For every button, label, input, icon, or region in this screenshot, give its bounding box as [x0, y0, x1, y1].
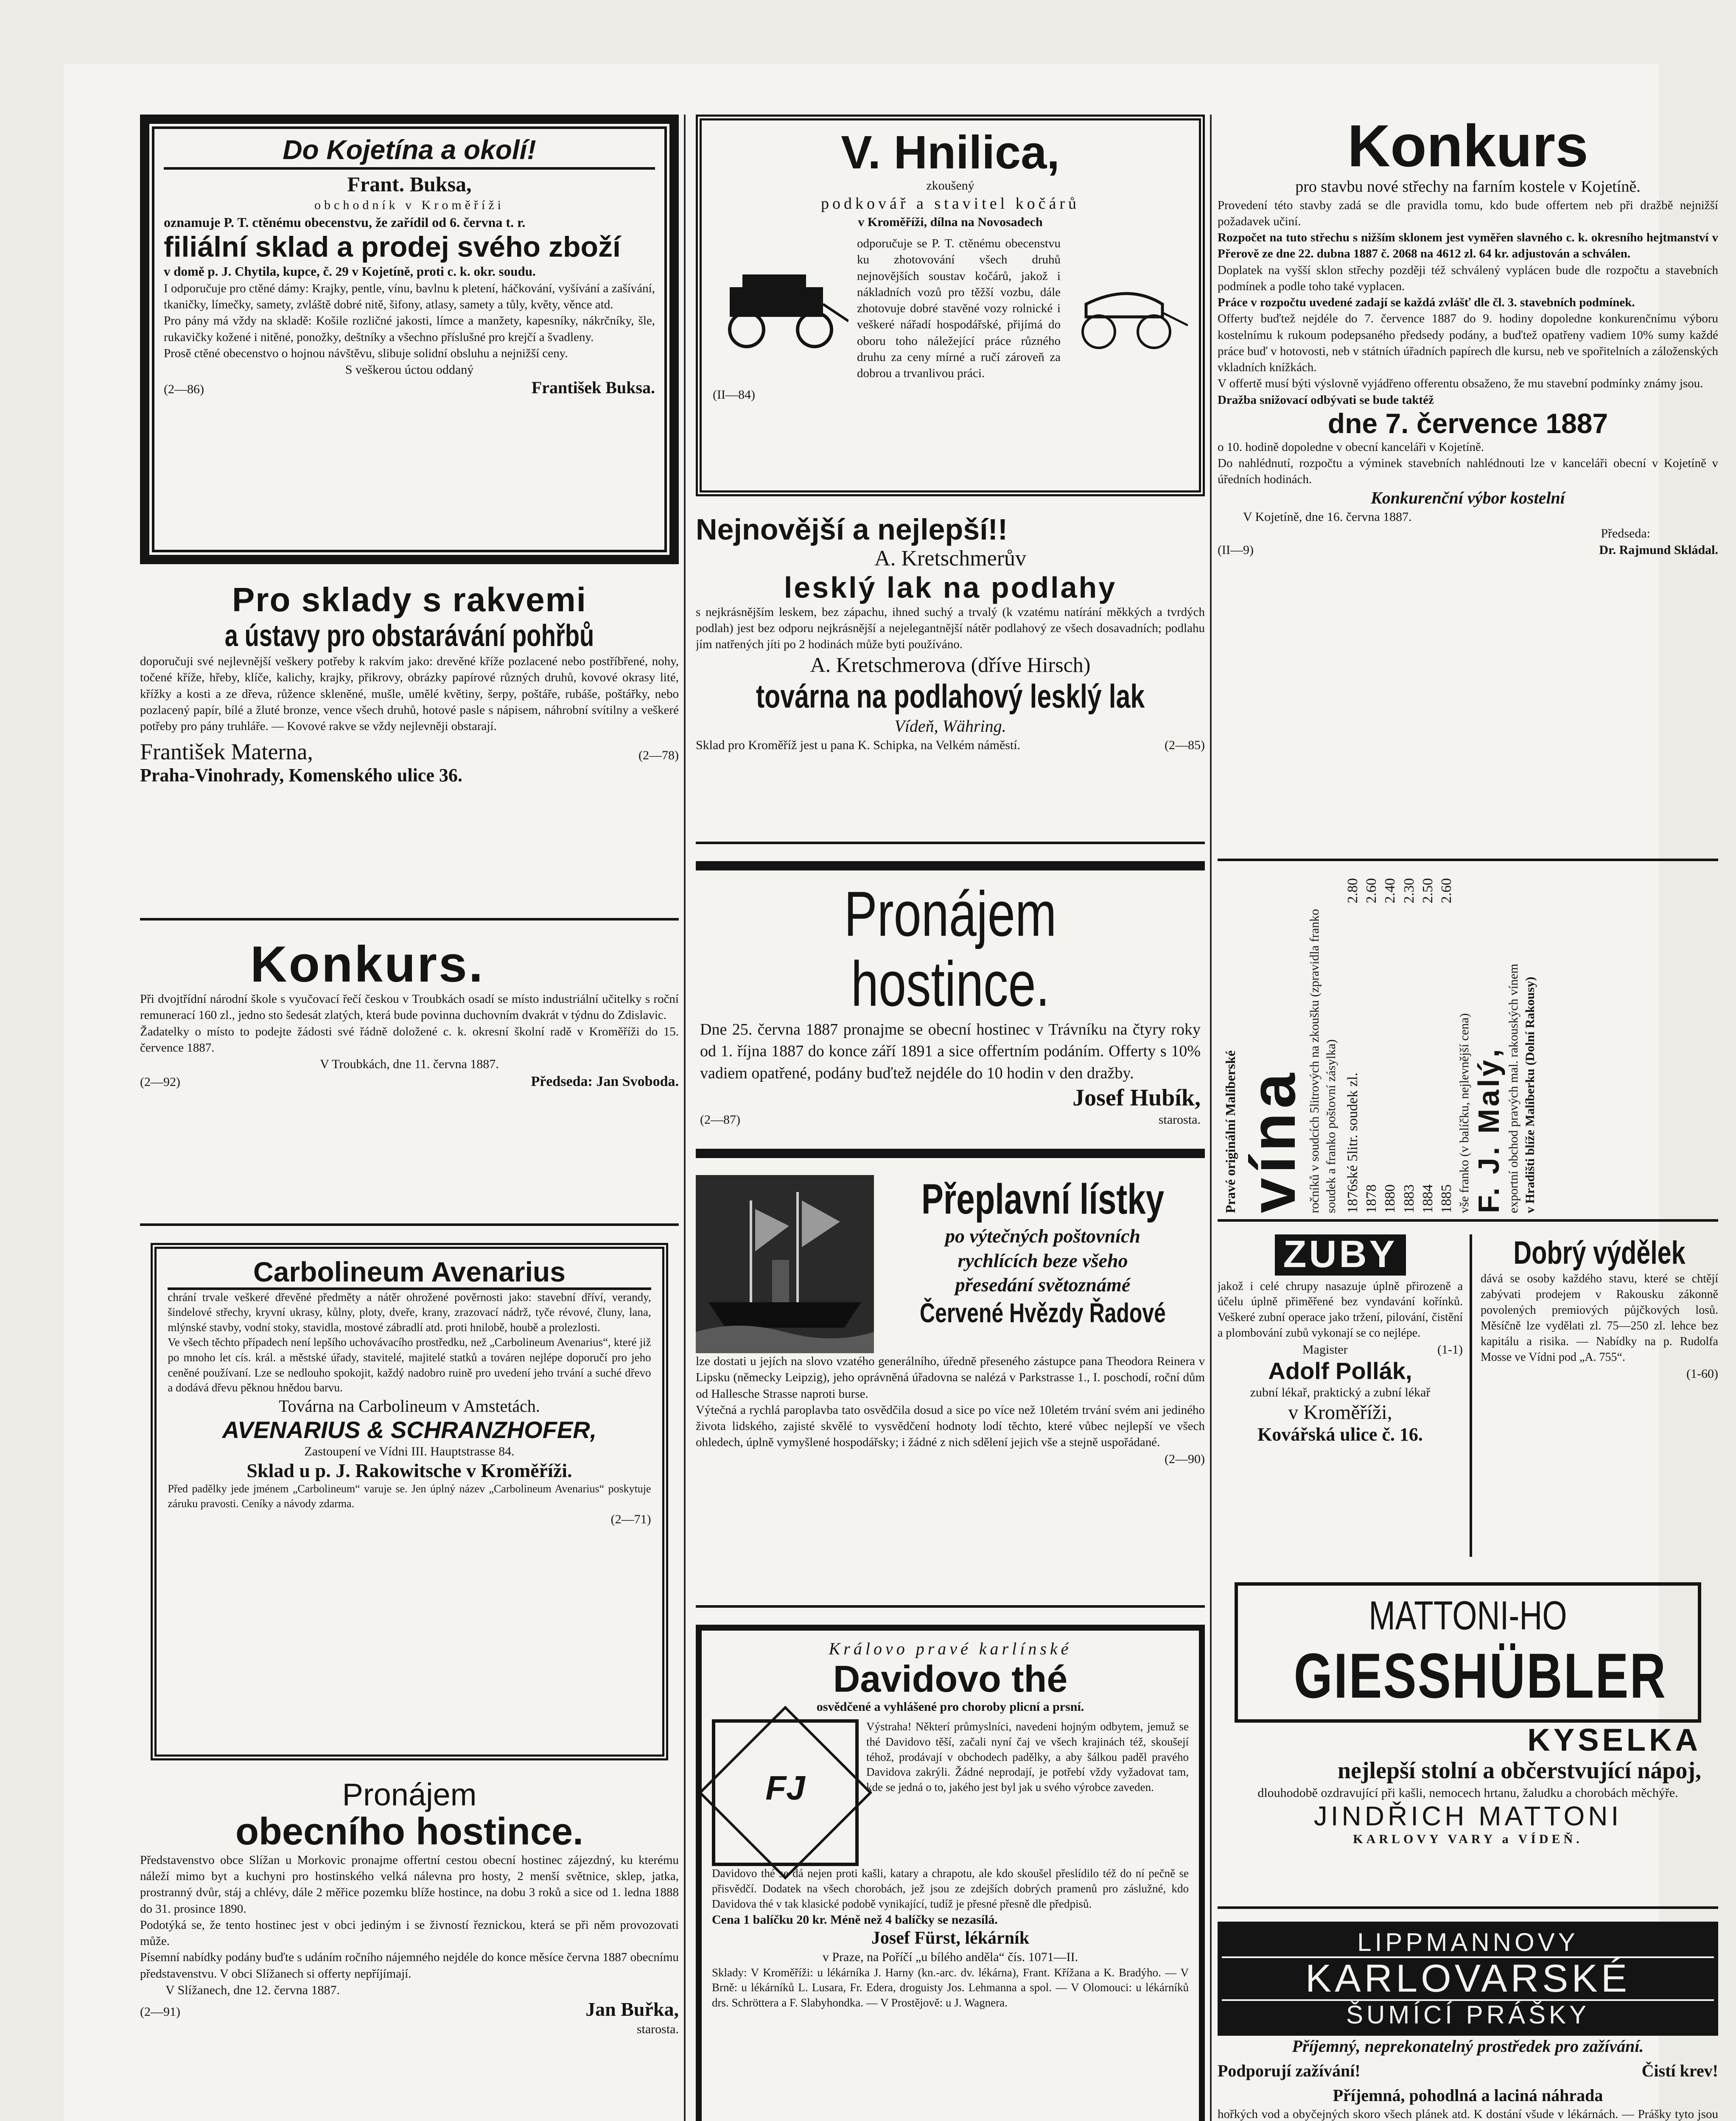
ad-text: chrání trvale veškeré dřevěné předměty a nátěr ohrožené pověrnosti jako: stavební dříví, verandy, šindelové střechy, kryvní ukrasy, kůlny, ploty, dveře, krany, zrazovací nádrž, tyče révové, čluny, lana, mlýnské stavby, vodní stoky, stavidla, mostové zábradlí atd. proti hnilobě, houbě a prolezlosti.: [168, 1290, 651, 1334]
ad-role: zubní lékař, praktický a zubní lékař: [1250, 1385, 1431, 1399]
ad-name: František Materna,: [140, 739, 313, 765]
ad-title: Davidovo thé: [833, 1658, 1068, 1700]
price-year: 1883: [1401, 1184, 1417, 1213]
ad-subtitle: osvědčené a vyhlášené pro choroby plicní a prsní.: [816, 1700, 1084, 1714]
ad-title: Do Kojetína a okolí!: [283, 134, 536, 165]
price-row: [1437, 878, 1456, 1213]
ad-text: Ve všech těchto případech není lepšího uchovávacího prostředku, než „Carbolineum Avenarius“, které již po mnoho let cís. král. a městské úřady, stavitelé, majitelé statků a továren nejlépe doporučí pro jeho ceněné používaní. Lze se nedlouho spokojit, každý nadobro ruině pro uvedení jeho trvání a suché dřevo a dodává dřevu pěknou hnědou barvu.: [168, 1336, 651, 1394]
ad-place: V Kojetíně, dne 16. června 1887.: [1243, 510, 1412, 524]
ad-text: dává se osoby každého stavu, které se chtějí zabývati prodejem v Rakousku zákonně povolených premiových půjčkových losů. Měsíčně lze vydělati zl. 75—250 zl. lehce bez kapitálu a risika. — Nabídky na p. Rudolfa Mosse ve Vídni pod „A. 755“.: [1481, 1272, 1718, 1364]
ad-signature: Josef Fürst, lékárník: [871, 1928, 1030, 1948]
price-year: 1884: [1420, 1184, 1436, 1213]
ad-text: Rozpočet na tuto střechu s nižším sklonem jest vyměřen slavného c. k. okresního hejtmanství v Přerově ze dne 22. dubna 1887 č. 2068 na 4612 zl. 64 kr. adjustován a schválen.: [1218, 231, 1718, 261]
ad-factory: Továrna na Carbolineum v Amstetách.: [279, 1396, 540, 1416]
ad-hnilica: [696, 115, 1205, 496]
ad-text: o 10. hodině dopoledne v obecní kanceláři v Kojetíně.: [1218, 440, 1484, 454]
price-value: 2.40: [1382, 878, 1398, 904]
ad-text: hořkých vod a obyčejných skoro všech plánek atd. K dostání všude v lékárnách. — Prášky tyto jsou: [1218, 2107, 1718, 2121]
ad-text: v domě p. J. Chytila, kupce, č. 29 v Kojetíně, proti c. k. okr. soudu.: [164, 263, 536, 279]
price-value: 2.80: [1345, 878, 1361, 904]
ad-signature: Dr. Rajmund Skládal.: [1599, 543, 1718, 557]
ad-note: vše franko (v balíčku, nejlevnější cena): [1457, 1013, 1472, 1213]
ad-text: Provedení této stavby zadá se dle pravidla tomu, kdo bude offertem neb při dražbě nejnižší požadavek učiní.: [1218, 198, 1718, 228]
ad-subtitle: v Kroměříži, dílna na Novosadech: [858, 215, 1043, 229]
ad-date: V Slížanech, dne 12. června 1887.: [165, 1983, 340, 1998]
price-row: [1400, 878, 1419, 1213]
ad-text: Práce v rozpočtu uvedené zadají se každá zvlášť dle čl. 3. stavebních podmínek.: [1218, 296, 1635, 310]
ad-title: Konkurs: [1347, 115, 1588, 179]
divider: [164, 167, 655, 170]
price-row: [1344, 878, 1362, 1213]
ad-obecni-hostinec: [140, 1777, 679, 2121]
ad-pretitle: Královo pravé karlínské: [829, 1639, 1072, 1658]
ad-subtitle: pro stavbu nové střechy na farním kostele v Kojetíně.: [1295, 178, 1641, 196]
ad-vina: [1218, 874, 1718, 1222]
ad-konkurs-kojetin: [1218, 115, 1718, 861]
ad-closing: S veškerou úctou oddaný: [345, 363, 474, 377]
logo-monogram: FJ: [765, 1769, 805, 1807]
ad-title: Nejnovější a nejlepší!!: [696, 513, 1008, 546]
ad-text: Davidovo thé se dá nejen proti kašli, katary a chrapotu, ale kdo skoušel přeslídilo též do ní pečně se přisvědčí. Dodatek na všech chorobách, jež jsou ze zdejších dobrých pramenů pro záslužné, kdo Davidova thé v tak klasické podobě vynikající, tudíž je přesné přesně dle předpisů.: [712, 1867, 1189, 1910]
ad-text: lze dostati u jejích na slovo vzatého generálního, úředně přeseného zástupce pana Theodora Reinera v Lipsku (německy Leipzig), jeho oprávněná úřadovna se nalézá v Parkstrasse 1., I. poschodí, roční dům od Hallesche Strasse naproti burse.: [696, 1354, 1205, 1401]
ad-title: V. Hnilica,: [841, 126, 1060, 179]
ad-line: přesedání světoznámé: [955, 1274, 1131, 1296]
ad-lippmann: [1218, 1922, 1718, 2121]
mattoni-label: [1235, 1582, 1701, 1723]
ad-text: V offertě musí býti výslovně vyjádřeno offerentu obsaženo, že mu stavební podmínky známy jsou.: [1218, 377, 1703, 391]
price-row: [1381, 878, 1400, 1213]
ad-headline: filiální sklad a prodej svého zboží: [164, 231, 621, 263]
ad-chair-label: Předseda:: [1601, 526, 1650, 541]
ad-text: Do nahlédnutí, rozpočtu a výminek stavebních nahlédnouti lze v kanceláři obecní v Kojetíně v úředních hodinách.: [1218, 456, 1718, 487]
ad-text: Žadatelky o místo to podejte žádosti své řádně doložené c. k. okresní školní radě v Kroměříži do 15. července 1887.: [140, 1024, 679, 1055]
ad-text: odporučuje se P. T. ctěnému obecenstvu ku zhotovování všech druhů nejnovějších soustav kočárů, jakož i nákladních vozů pro těžší vozbu, dále zhotovuje dobré stavěné vozy rolnické i veškeré nářadí hospodářské, přijímá do oboru toho náležející práce různého druhu za ceny mírné a ručí zároveň za dobrou a trvanlivou práci.: [857, 237, 1061, 381]
ad-subtitle: zkoušený: [926, 178, 974, 193]
ad-place: KARLOVY VARY a VÍDEŇ.: [1353, 1832, 1583, 1847]
ad-vina-rotated: [1218, 874, 1718, 1217]
column-rule: [1210, 115, 1212, 2121]
ad-number: (2—71): [610, 1512, 651, 1527]
price-value: 2.50: [1420, 878, 1436, 904]
ad-number: (2—78): [638, 748, 679, 763]
ad-title: Carbolineum Avenarius: [253, 1256, 566, 1287]
ad-text: Offerty buďtež nejdéle do 7. července 1887 do 9. hodiny dopoledne konkurenčnímu výboru kostelnímu k rukoum podepsaného předsedy podány, a buďtež opatřeny vadiem 10% sumy každé práce buď v hotovosti, neb v státních úřadních papírech dle kursu, neb ve spořitelních a záloženských vkladních knížkách.: [1218, 312, 1718, 375]
ad-subtitle: podkovář a stavitel kočárů: [820, 194, 1080, 213]
ad-committee: Konkurenční výbor kostelní: [1371, 488, 1565, 508]
price-row: [1419, 878, 1437, 1213]
column-rule: [684, 115, 686, 2121]
ad-line: rychlících beze všeho: [958, 1249, 1128, 1271]
ad-role: starosta.: [1158, 1113, 1201, 1127]
ad-firm: A. Kretschmerova (dříve Hirsch): [810, 652, 1091, 677]
ad-title: Přeplavní lístky: [921, 1175, 1165, 1223]
ad-text: oznamuje P. T. ctěnému obecenstvu, že zařídil od 6. června t. r.: [164, 214, 526, 230]
ad-warning: Výstraha! Některí průmyslníci, navedeni hojným odbytem, jemuž se thé Davidovo těší, začali nyní čaj ve všech krajinách též, skoušejí téhož, prodávají v obchodech padělky, a aby šálkou paděl pravého Davidova zakrýli. Žádné neprodají, je potřebí vždy vyžadovat tam, kde se jedná o to, jakého jest byl jak u svého výrobce zaveden.: [866, 1720, 1189, 1794]
ad-number: (2—92): [140, 1075, 180, 1089]
steamship-illustration: [696, 1175, 874, 1353]
ad-subtitle: a ústavy pro obstarávání pohřbů: [224, 619, 594, 653]
ad-address: Praha-Vinohrady, Komenského ulice 36.: [140, 765, 462, 786]
ad-line: po výtečných poštovních: [945, 1225, 1140, 1247]
ad-text: Před padělky jede jménem „Carbolineum“ varuje se. Jen úplný název „Carbolineum Avenarius“ poskytuje záruku pravosti. Ceníky a návody zdarma.: [168, 1483, 651, 1510]
ad-number: (1-1): [1437, 1343, 1463, 1357]
ad-title: ZUBY: [1275, 1234, 1406, 1276]
ad-title: vína: [1237, 1069, 1308, 1213]
ad-label: ročníků v soudcích 5litrových na zkoušku (zpravidla franko soudek a franko poštovní zásylka): [1308, 909, 1338, 1213]
ad-city: Vídeň, Währing.: [894, 716, 1006, 736]
ad-number: (II—9): [1218, 543, 1254, 557]
ad-text: Při dvojtřídní národní škole s vyučovací řečí českou v Troubkách osadí se místo industriální učitelky s roční remunerací 160 zl., jedno sto šedesát zlatých, která bude povinna duchovním dvakrát v týdnu do Zdislavic.: [140, 992, 679, 1022]
price-row: [1362, 878, 1381, 1213]
ad-kretschmer: [696, 513, 1205, 844]
ad-signature: František Buksa.: [531, 378, 655, 397]
ad-number: (2—90): [1165, 1452, 1205, 1466]
ad-date-highlight: dne 7. července 1887: [1327, 407, 1608, 439]
ad-number: (2—86): [164, 382, 204, 397]
ad-number: (2—91): [140, 2005, 180, 2019]
ad-text: Představenstvo obce Slížan u Morkovic pronajme offertní cestou obecní hostinec zájezdný, ku kterému náleží mimo byt a kuchyni pro hostinského velká nálevna pro hosty, 2 menší světnice, sklep, jatka, prostranný dvůr, stáj a chlévy, dále 2 měřice pozemku blíže hostince, na dobu 3 roků a sice od 1. ledna 1888 do 31. prosince 1890.: [140, 1853, 679, 1916]
ad-text: Prosě ctěné obecenstvo o hojnou návštěvu, slibuje solidní obsluhu a nejnižší ceny.: [164, 346, 568, 360]
ad-text: dlouhodobě ozdravující při kašli, nemocech hrtanu, žaludku a chorobách měchýře.: [1257, 1785, 1678, 1800]
ad-seller-sub: exportní obchod pravých mal. rakouských vínem: [1506, 963, 1521, 1213]
ad-text: Doplatek na vyšší sklon střechy později též schválený vyplácen bude dle rozpočtu a stavebních podmínek a podle toho také vyplacen.: [1218, 263, 1718, 293]
ad-feature: Čistí krev!: [1641, 2061, 1718, 2080]
ad-buksa: [140, 115, 679, 564]
ad-subtitle: obchodník v Kroměříži: [314, 198, 504, 212]
ad-name: A. Kretschmerův: [874, 546, 1027, 571]
ad-davidovo-the: [696, 1625, 1205, 2121]
price-year: 1878: [1364, 1184, 1380, 1213]
carriage-illustration: [1069, 266, 1188, 351]
ad-depot: Sklad pro Kroměříž jest u pana K. Schipka, na Velkém náměstí.: [696, 738, 1021, 753]
ad-name: Adolf Pollák,: [1268, 1357, 1412, 1385]
ad-firm: JINDŘICH MATTONI: [1313, 1800, 1622, 1831]
ad-text: Dražba snižovací odbývati se bude taktéž: [1218, 393, 1434, 407]
ad-signature: Jan Buřka,: [585, 1998, 679, 2020]
ad-address: Kovářská ulice č. 16.: [1257, 1424, 1423, 1445]
ad-office: Zastoupení ve Vídni III. Hauptstrasse 84.: [304, 1444, 515, 1458]
price-list: [1344, 878, 1456, 1213]
ad-konkurs-troubky: [140, 937, 679, 1226]
ad-zuby: [1218, 1234, 1472, 1557]
ad-magister: Magister: [1302, 1343, 1348, 1357]
ad-title: Pro sklady s rakvemi: [232, 581, 587, 618]
ad-feature: Podporují zažívání!: [1218, 2061, 1361, 2080]
banner-line: KARLOVARSKÉ: [1222, 1956, 1714, 2001]
ad-pronajem-hostince: [696, 861, 1205, 1158]
trademark-logo: [712, 1719, 859, 1866]
ad-tagline: Příjemný, neprekonatelný prostředek pro zažívání.: [1292, 2036, 1644, 2056]
ad-title: Dobrý výdělek: [1513, 1235, 1686, 1271]
ad-depot: Sklad u p. J. Rakowitsche v Kroměříži.: [246, 1459, 572, 1481]
ad-factory: továrna na podlahový lesklý lak: [756, 677, 1145, 715]
ad-text: Pro pány má vždy na skladě: Košile rozličné jakosti, límce a manžety, kapesníky, nákrčníky, šle, rukavičky kožené i nitěné, ponožky, deštníky a všechno příslušné pro krejčí a švadleny.: [164, 314, 655, 344]
ad-number: (II—84): [713, 388, 755, 402]
ad-seller: F. J. Malý,: [1472, 1047, 1506, 1213]
ad-shipping-line: Červené Hvězdy Řadové: [920, 1297, 1166, 1328]
ad-pretitle: MATTONI-HO: [1369, 1593, 1567, 1638]
ad-subtitle: nejlepší stolní a občerstvující nápoj,: [1337, 1757, 1701, 1784]
ad-seller-place: v Hradišti blíže Malíberku (Dolní Rakousy): [1523, 977, 1537, 1213]
ad-number: (2—85): [1165, 738, 1205, 753]
ad-text: Písemní nabídky podány buďte s udáním ročního nájemného nejdéle do konce měsíce června 1887 obecnímu představenstvu. V obci Slížanech si offerty nepříjímají.: [140, 1950, 679, 1981]
ad-kyselka: KYSELKA: [1527, 1722, 1701, 1757]
ad-title: Pronájem hostince.: [844, 878, 1057, 1019]
ad-label: Pravé originální Malíberské: [1223, 1050, 1238, 1213]
banner-line: LIPPMANNOVY: [1357, 1928, 1579, 1956]
ad-materna: [140, 581, 679, 921]
newspaper-page: [64, 64, 1718, 2121]
ad-firm: AVENARIUS & SCHRANZHOFER,: [222, 1416, 597, 1443]
ad-text: s nejkrásnějším leskem, bez zápachu, ihned suchý a trvalý (k vzatému natírání měkkých a tvrdých podlah) jest bez odporu nejkrásnější a nejelegantnější nátěr podlahový ze všech dosavadních; podlahu jím natřených jíti po 2 hodinách může byti používáno.: [696, 605, 1205, 652]
ad-number: (2—87): [700, 1113, 740, 1127]
ad-mattoni: [1218, 1570, 1718, 1909]
ad-depots: Sklady: V Kroměříži: u lékárníka J. Harny (kn.-arc. dv. lékárna), Frant. Křížana a K. Bradýho. — V Brně: u lékárníků L. Lusara, Fr. Edera, droguisty Jos. Lehmanna a spol. — V Olomouci: u lékárníků drs. Schröttera a F. Slabyhondka. — V Prostějově: u J. Wagnera.: [712, 1966, 1189, 2009]
ad-vydelek: [1481, 1234, 1718, 1557]
wagon-illustration: [713, 266, 848, 351]
price-value: 2.60: [1364, 878, 1380, 904]
price-year: 1885: [1439, 1184, 1455, 1213]
ad-text: jakož i celé chrupy nasazuje úplně přirozeně a účelu úplně přiměřené bez vyndavání kořínků. Veškeré zubní operace jako tržení, pilování, čistění a plombování zubů vykonají se co nejlépe.: [1218, 1279, 1463, 1340]
ad-address: v Praze, na Poříčí „u bílého anděla“ čís. 1071—II.: [822, 1950, 1078, 1964]
ad-date: V Troubkách, dne 11. června 1887.: [320, 1057, 499, 1072]
ad-role: starosta.: [636, 2022, 679, 2036]
ad-title: Konkurs.: [250, 937, 485, 993]
banner-line: ŠUMÍCÍ PRÁŠKY: [1346, 2000, 1590, 2029]
ad-signature: Předseda: Jan Svoboda.: [531, 1074, 679, 1090]
ad-text: I odporučuje pro ctěné dámy: Krajky, pentle, vínu, bavlnu k pletení, háčkování, vyšívání a zašívání, tkaničky, límečky, samety, zvláště dobré nitě, šifony, atlasy, samety a tůly, květy, věnce atd.: [164, 281, 655, 312]
ad-firm: Frant. Buksa,: [347, 172, 472, 196]
ad-number: (1-60): [1686, 1366, 1718, 1381]
ad-signature: Josef Hubík,: [1072, 1084, 1201, 1111]
ad-title-main: obecního hostince.: [235, 1810, 584, 1853]
illustration-row: [713, 235, 1188, 381]
price-year: 1876ské 5litr. soudek zl.: [1345, 1072, 1361, 1213]
ad-title: GIESSHÜBLER: [1294, 1640, 1667, 1711]
ad-note: Příjemná, pohodlná a laciná náhrada: [1333, 2085, 1603, 2105]
ad-city: v Kroměříži,: [1288, 1401, 1392, 1424]
ad-text: Podotýká se, že tento hostinec jest v obci jediným i se živností řeznickou, která se při něm provozovati může.: [140, 1918, 679, 1948]
banner: [1218, 1922, 1718, 2036]
ad-product: lesklý lak na podlahy: [784, 571, 1117, 604]
ad-preplavni-listky: [696, 1175, 1205, 1608]
price-value: 2.60: [1439, 878, 1455, 904]
ad-text: doporučuji své nejlevnější veškery potřeby k rakvím jako: drevěné kříže pozlacené nebo postříbřené, nohy, točené kříže, hřeby, klíče, kalichy, krajky, přikrovy, obrázky papírové různých druhů, kovové okrasy lité, křížky a kosti a ze dřeva, růžence skleněné, mušle, umělé květiny, šerpy, poštáře, rubáše, poštářky, nebo pozlacený papír, bílé a žluté bronze, vence všech druhů, hotové pasle s nápisem, náhrobní svítilny a veškeré potřeby pro pány truhláře. — Kovové rakve se vždy nejlevněji obstarají.: [140, 655, 679, 733]
ad-title: Pronájem: [342, 1777, 477, 1812]
ad-carbolineum: [151, 1243, 668, 1760]
price-year: 1880: [1382, 1184, 1398, 1213]
ad-text: Výtečná a rychlá paroplavba tato osvědčila dosud a sice po více než 10letém trvání svém ani jediného života lidského, zajisté skvělé to vysvědčení hodnoty lodí těchto, které vůbec nejlepší ve všech ohledech, úplně vymyšlené hospodářsky; i žádné z nich sdělení jejich vše a stejně uspořádané.: [696, 1403, 1205, 1449]
price-value: 2.30: [1401, 878, 1417, 904]
ad-text: Dne 25. června 1887 pronajme se obecní hostinec v Trávníku na čtyry roky od 1. října 1887 do konce září 1891 a sice offertním podáním. Offerty s 10% vadiem opatřené, podány buďtež nejdéle do 10 hodin v den dražby.: [700, 1021, 1201, 1082]
ad-price: Cena 1 balíčku 20 kr. Méně než 4 balíčky se nezasílá.: [712, 1913, 998, 1927]
